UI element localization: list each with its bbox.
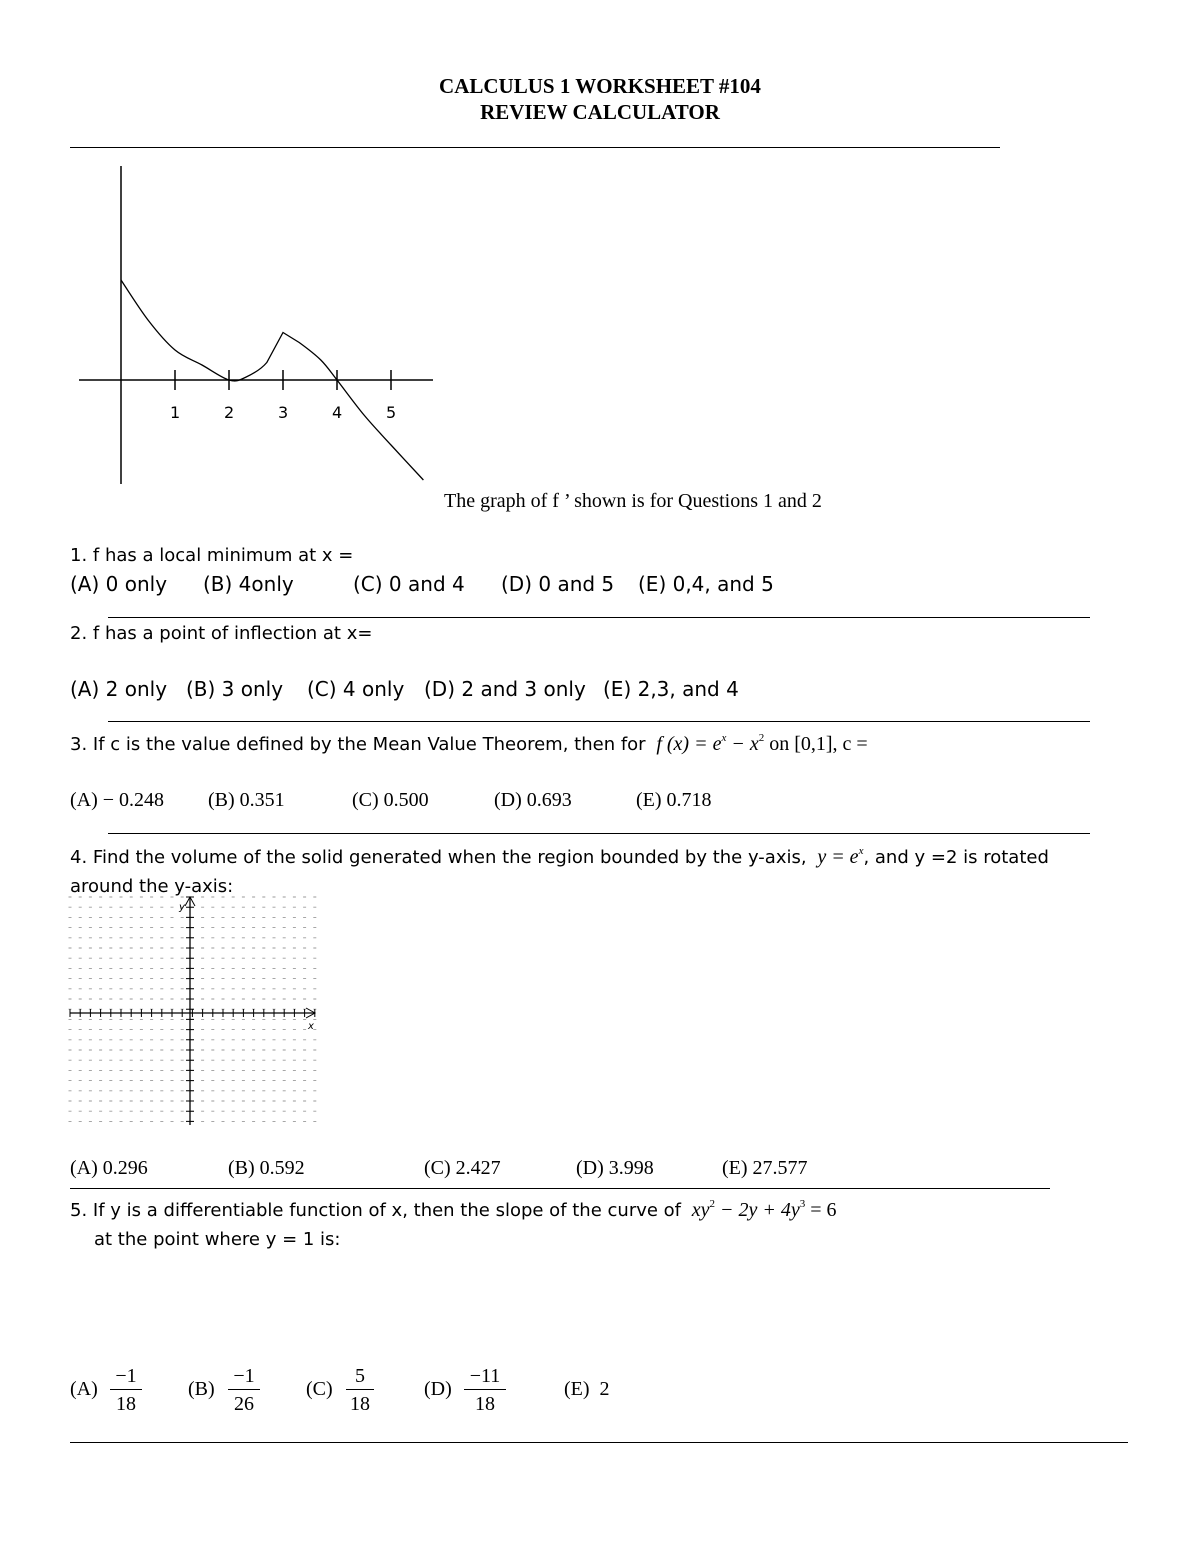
q3-option-b[interactable]: (B) 0.351 xyxy=(208,789,285,811)
question-1-text xyxy=(70,545,353,566)
grid-axis-ticks xyxy=(70,897,315,1121)
page-title: CALCULUS 1 WORKSHEET #104 xyxy=(439,74,761,98)
q2-option-c[interactable]: (C) 4 only xyxy=(307,677,405,701)
q5-option-c-fraction: 5 18 xyxy=(346,1364,374,1416)
q5-option-d-label: (D) xyxy=(424,1378,452,1400)
footer-divider xyxy=(70,1442,1128,1443)
grid-y-label: y xyxy=(179,902,185,913)
q3-option-e[interactable]: (E) 0.718 xyxy=(636,789,712,811)
question-3-text xyxy=(70,732,868,756)
coordinate-grid xyxy=(66,892,326,1132)
q1-option-e[interactable]: (E) 0,4, and 5 xyxy=(638,572,774,596)
question-2-divider xyxy=(108,721,1090,722)
q5-option-d-fraction: −11 18 xyxy=(464,1364,506,1416)
question-4-divider xyxy=(70,1188,1050,1189)
q4-option-d[interactable]: (D) 3.998 xyxy=(576,1157,654,1179)
question-3-formula: f $(x) = e^x - x^2$ on [0,1], c = xyxy=(656,732,868,755)
q5-option-b-label: (B) xyxy=(188,1378,215,1400)
q5-option-a-fraction: −1 18 xyxy=(110,1364,142,1416)
question-5-text-line2: at the point where y = 1 is: xyxy=(94,1229,341,1250)
question-5-prompt: If y is a differentiable function of x, then the slope of the curve of xyxy=(92,1200,682,1221)
question-2-number: 2. xyxy=(70,623,88,644)
q2-option-d[interactable]: (D) 2 and 3 only xyxy=(424,677,586,701)
q1-option-d[interactable]: (D) 0 and 5 xyxy=(501,572,615,596)
q5-option-e-value: 2 xyxy=(599,1378,610,1400)
x-tick-label-2: 2 xyxy=(224,403,235,422)
q4-option-e[interactable]: (E) 27.577 xyxy=(722,1157,808,1179)
graph-caption: The graph of f ’ shown is for Questions 1 and 2 xyxy=(444,490,822,512)
question-4-formula: $y = e^x$ xyxy=(817,845,864,868)
question-5-text xyxy=(70,1198,837,1222)
question-2-prompt: f has a point of inflection at x= xyxy=(92,623,373,644)
q5-option-a-label: (A) xyxy=(70,1378,98,1400)
q1-option-b[interactable]: (B) 4only xyxy=(203,572,294,596)
q2-option-e[interactable]: (E) 2,3, and 4 xyxy=(603,677,739,701)
fprime-graph xyxy=(0,160,440,500)
question-2-text xyxy=(70,623,372,644)
q1-option-c[interactable]: (C) 0 and 4 xyxy=(353,572,465,596)
question-3-prompt: If c is the value defined by the Mean Value Theorem, then for xyxy=(92,734,646,755)
q2-option-b[interactable]: (B) 3 only xyxy=(186,677,284,701)
q5-option-b-fraction: −1 26 xyxy=(228,1364,260,1416)
q3-option-d[interactable]: (D) 0.693 xyxy=(494,789,572,811)
x-tick-label-5: 5 xyxy=(386,403,397,422)
question-4-text-line2: around the y-axis: xyxy=(70,876,234,897)
question-5-formula: $xy^2 - 2y + 4y^3 = 6$ xyxy=(691,1198,837,1221)
x-tick-label-1: 1 xyxy=(170,403,181,422)
question-4-prompt: Find the volume of the solid generated when the region bounded by the y-axis, xyxy=(92,847,807,868)
q4-option-c[interactable]: (C) 2.427 xyxy=(424,1157,501,1179)
grid-x-label: x xyxy=(308,1021,314,1032)
question-4-text: 4. Find the volume of the solid generated when the region bounded by the y-axis, $y = e^x$, and y =2 is rotated xyxy=(70,845,1049,868)
question-1-divider xyxy=(108,617,1090,618)
q1-option-a[interactable]: (A) 0 only xyxy=(70,572,168,596)
x-tick-label-4: 4 xyxy=(332,403,343,422)
question-5-number: 5. xyxy=(70,1200,88,1221)
question-4-number: 4. xyxy=(70,847,88,868)
q4-option-a[interactable]: (A) 0.296 xyxy=(70,1157,148,1179)
q3-option-c[interactable]: (C) 0.500 xyxy=(352,789,429,811)
q2-option-a[interactable]: (A) 2 only xyxy=(70,677,168,701)
question-1-prompt: f has a local minimum at x = xyxy=(92,545,354,566)
question-3-divider xyxy=(108,833,1090,834)
q3-option-a[interactable]: (A) − 0.248 xyxy=(70,789,165,811)
q5-option-c-label: (C) xyxy=(306,1378,333,1400)
question-1-number: 1. xyxy=(70,545,88,566)
q4-option-b[interactable]: (B) 0.592 xyxy=(228,1157,305,1179)
q5-option-e-label: (E) xyxy=(564,1378,590,1400)
header-divider xyxy=(70,147,1000,148)
x-tick-label-3: 3 xyxy=(278,403,289,422)
page-subtitle: REVIEW CALCULATOR xyxy=(480,100,720,124)
question-3-number: 3. xyxy=(70,734,88,755)
